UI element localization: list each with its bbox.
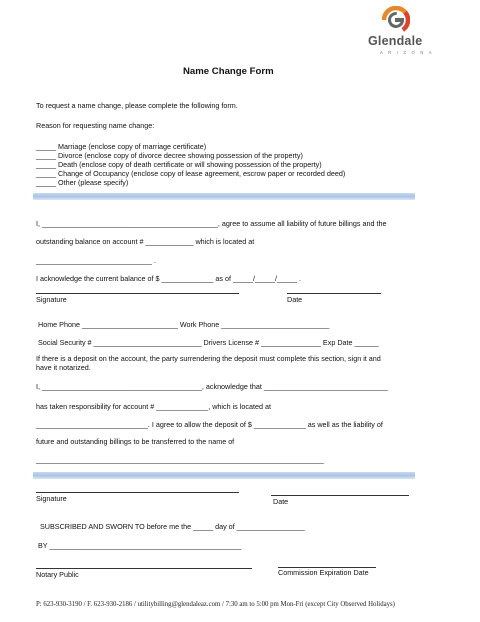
signature-label: Signature xyxy=(36,295,67,304)
acknowledge-line[interactable]: I acknowledge the current balance of $ _____________ as of _____/_____/_____ . xyxy=(36,274,301,283)
date-line-2[interactable] xyxy=(271,495,409,496)
signature-label-2: Signature xyxy=(36,494,67,503)
glendale-logo xyxy=(368,6,434,58)
logo-state: A R I Z O N A xyxy=(380,50,434,55)
notary-label: Notary Public xyxy=(36,570,79,579)
reason-divorce[interactable]: _____ Divorce (enclose copy of divorce decree showing possession of the property) xyxy=(36,151,303,160)
reason-occupancy[interactable]: _____ Change of Occupancy (enclose copy of lease agreement, escrow paper or recorded deed) xyxy=(36,169,346,178)
logo-wordmark: Glendale xyxy=(368,34,423,48)
signature-line-2[interactable] xyxy=(36,492,239,493)
deposit-text-1: If there is a deposit on the account, the party surrendering the deposit must complete this section, sign it and xyxy=(36,354,381,363)
responsibility-line[interactable]: has taken responsibility for account # _____________, which is located at xyxy=(36,402,271,411)
deposit-text-2: have it notarized. xyxy=(36,363,91,372)
future-line: future and outstanding billings to be transferred to the name of xyxy=(36,437,235,446)
reason-label: Reason for requesting name change: xyxy=(36,121,155,130)
reason-other[interactable]: _____ Other (please specify) xyxy=(36,178,129,187)
by-line[interactable]: BY ________________________________________________ xyxy=(38,541,242,550)
section-divider xyxy=(33,193,415,200)
reason-marriage[interactable]: _____ Marriage (enclose copy of marriage certificate) xyxy=(36,142,207,151)
ack2-line[interactable]: I, ________________________________________, acknowledge that _______________________________ xyxy=(36,382,388,391)
commission-label: Commission Expiration Date xyxy=(278,568,369,577)
ssn-line[interactable]: Social Security # ___________________________ Drivers License # _______________ Exp Date ______ xyxy=(38,338,379,347)
location-line[interactable]: _____________________________ . xyxy=(36,256,156,265)
sworn-line[interactable]: SUBSCRIBED AND SWORN TO before me the _____ day of _________________ xyxy=(40,522,305,531)
outstanding-line[interactable]: outstanding balance on account # ____________ which is located at xyxy=(36,237,255,246)
date-label: Date xyxy=(287,295,303,304)
reason-death[interactable]: _____ Death (enclose copy of death certificate or will showing possession of the property) xyxy=(36,160,322,169)
phone-line[interactable]: Home Phone ________________________ Work Phone ___________________________ xyxy=(38,320,330,329)
section-divider-2 xyxy=(33,472,415,479)
notary-line[interactable] xyxy=(36,568,252,569)
transfer-name-line[interactable]: ________________________________________________________________________ xyxy=(36,455,324,464)
glendale-g-icon xyxy=(382,6,410,34)
signature-line[interactable] xyxy=(36,293,239,294)
agree-line[interactable]: I, ____________________________________________, agree to assume all liability of future billings and the xyxy=(36,219,387,228)
date-label-2: Date xyxy=(273,497,289,506)
date-line[interactable] xyxy=(287,293,381,294)
form-title: Name Change Form xyxy=(183,66,274,77)
allow-line[interactable]: ____________________________. I agree to allow the deposit of $ _____________ as well as the liability of xyxy=(36,420,383,429)
intro-text: To request a name change, please complete the following form. xyxy=(36,101,238,110)
footer-contact: P: 623-930-3190 / F. 623-930-2186 / utilitybilling@glendaleaz.com / 7:30 am to 5:00 pm Mon-Fri (except City Observed Holidays) xyxy=(36,601,395,608)
